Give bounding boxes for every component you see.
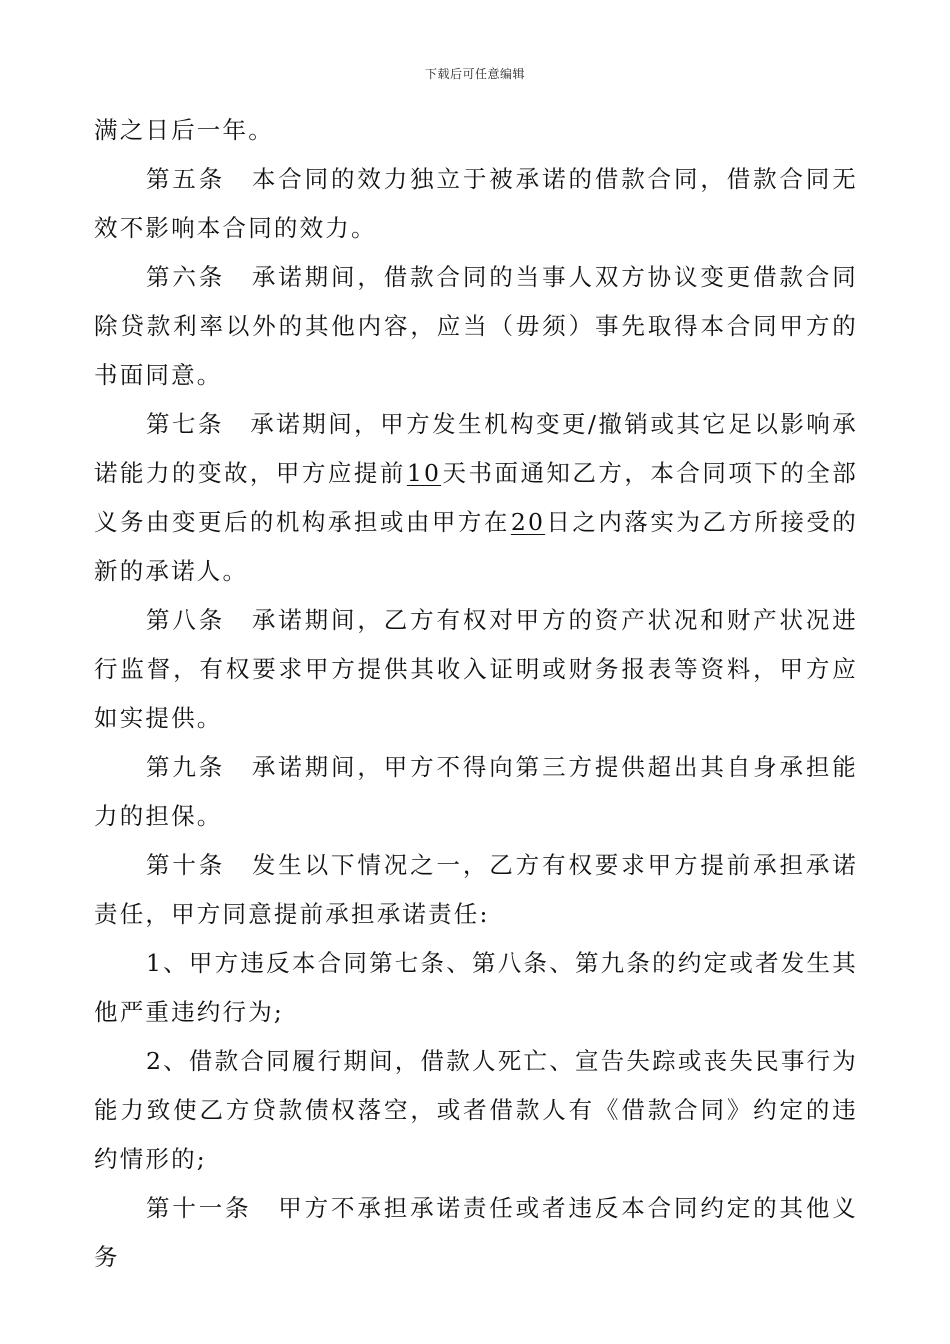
article-label: 第七条	[146, 410, 224, 438]
article-text: 承诺期间，甲方发生机构变更/撤销或其它足以影响承诺能力的变故，甲方应提前	[94, 410, 858, 487]
article-text: 本合同的效力独立于被承诺的借款合同，借款合同无效不影响本合同的效力。	[94, 165, 858, 242]
article-text: 发生以下情况之一，乙方有权要求甲方提前承担承诺责任，甲方同意提前承担承诺责任:	[94, 851, 858, 928]
paragraph-continuation	[94, 106, 858, 155]
article-text: 承诺期间，借款合同的当事人双方协议变更借款合同除贷款利率以外的其他内容，应当（毋须）事先取得本合同甲方的书面同意。	[94, 263, 858, 389]
paragraph-text: 满之日后一年。	[94, 116, 274, 144]
article-text: 承诺期间，乙方有权对甲方的资产状况和财产状况进行监督，有权要求甲方提供其收入证明或财务报表等资料，甲方应如实提供。	[94, 606, 858, 732]
article-text: 日之内落实为乙方所接受的新的承诺人。	[94, 508, 859, 585]
article-6	[94, 253, 858, 400]
notice-days-field: 10	[406, 459, 442, 487]
article-8	[94, 596, 858, 743]
article-text: 承诺期间，甲方不得向第三方提供超出其自身承担能力的担保。	[94, 753, 858, 830]
article-9	[94, 743, 858, 841]
article-label: 第十条	[146, 851, 226, 879]
article-label: 第十一条	[146, 1194, 252, 1222]
article-label: 第八条	[146, 606, 226, 634]
replacement-days-field: 20	[510, 508, 546, 536]
article-11	[94, 1184, 858, 1282]
article-5	[94, 155, 858, 253]
article-label: 第五条	[146, 165, 226, 193]
article-7	[94, 400, 858, 596]
article-text: 甲方不承担承诺责任或者违反本合同约定的其他义务	[94, 1194, 858, 1271]
list-item-2	[94, 1037, 858, 1184]
page-header: 下载后可任意编辑	[424, 67, 525, 81]
list-item-text: 1、甲方违反本合同第七条、第八条、第九条的约定或者发生其他严重违约行为;	[94, 949, 858, 1026]
contract-body	[94, 106, 858, 1282]
article-text: 天书面通知乙方，本合同项下的全部义务由变更后的机构承担或由甲方在	[94, 459, 859, 536]
article-10	[94, 841, 858, 939]
article-label: 第六条	[146, 263, 226, 291]
list-item-1	[94, 939, 858, 1037]
article-label: 第九条	[146, 753, 226, 781]
list-item-text: 2、借款合同履行期间，借款人死亡、宣告失踪或丧失民事行为能力致使乙方贷款债权落空，或者借款人有《借款合同》约定的违约情形的;	[94, 1047, 858, 1173]
